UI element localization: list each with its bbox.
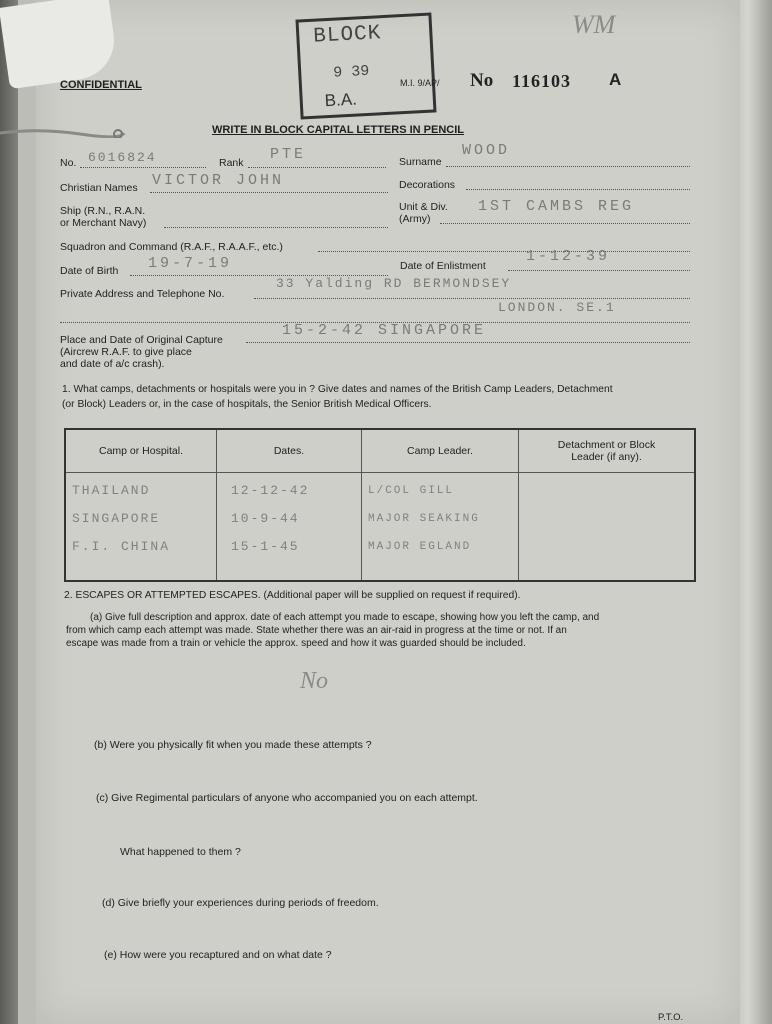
stamp-line-block: BLOCK (312, 22, 382, 49)
label-capture-3: and date of a/c crash). (60, 358, 165, 370)
form-series: A (609, 70, 622, 89)
stamp-line-ba: B.A. (324, 89, 358, 111)
table-header-row (65, 429, 695, 473)
classification-label: CONFIDENTIAL (60, 79, 142, 91)
value-christian-names: VICTOR JOHN (152, 172, 285, 189)
cell-dates (217, 473, 362, 582)
value-rank: PTE (270, 146, 307, 163)
dotted-line (248, 167, 386, 168)
value-address-line-2: LONDON. SE.1 (498, 300, 616, 315)
q2a-answer: No (300, 668, 329, 694)
table-body-row (65, 473, 695, 582)
label-unit-2: (Army) (399, 213, 431, 225)
value-service-no: 6016824 (88, 150, 157, 165)
q2c-followup: What happened to them ? (120, 846, 241, 858)
col-dates: Dates. (217, 429, 362, 473)
label-no: No. (60, 157, 77, 169)
col-detachment-leader (519, 429, 696, 473)
dotted-line (466, 189, 690, 190)
stamp-line-date: 9 39 (332, 62, 370, 82)
label-capture-1: Place and Date of Original Capture (60, 334, 223, 346)
value-unit: 1ST CAMBS REG (478, 198, 635, 215)
dotted-line (254, 298, 690, 299)
leader-entry: MAJOR SEAKING (368, 513, 480, 525)
ref-code: M.I. 9/AP/ (400, 78, 440, 88)
q2c-text: (c) Give Regimental particulars of anyone who accompanied you on each attempt. (96, 792, 478, 804)
label-unit-1: Unit & Div. (399, 201, 448, 213)
dotted-line (440, 223, 690, 224)
block-stamp (295, 13, 436, 120)
handwritten-initials: WM (572, 10, 616, 39)
label-dob: Date of Birth (60, 265, 119, 277)
label-ship-2: or Merchant Navy) (60, 217, 147, 229)
label-decorations: Decorations (399, 179, 456, 191)
dotted-line (446, 166, 690, 167)
form-number: 116103 (512, 71, 572, 91)
label-enlistment: Date of Enlistment (400, 260, 486, 272)
label-ship-1: Ship (R.N., R.A.N. (60, 205, 146, 217)
leader-entry: L/COL GILL (368, 485, 455, 497)
camp-entry: SINGAPORE (72, 511, 161, 526)
q2a-line-2: from which camp each attempt was made. State whether there was an air-raid in progress at the time or not. If an (66, 625, 567, 636)
dotted-line (508, 270, 690, 271)
q1-text-line-1: 1. What camps, detachments or hospitals were you in ? Give dates and names of the British Camp Leaders, Detachment (62, 384, 613, 395)
dotted-line (318, 251, 690, 252)
label-christian-names: Christian Names (60, 182, 138, 194)
date-entry: 15-1-45 (231, 539, 300, 554)
date-entry: 12-12-42 (231, 483, 310, 498)
q2a-line-3: escape was made from a train or vehicle the approx. speed and how it was guarded should be included. (66, 638, 526, 649)
value-address-line-1: 33 Yalding RD BERMONDSEY (276, 276, 512, 291)
col-detachment-line-2: Leader (if any). (571, 451, 642, 463)
cell-camp-leaders (362, 473, 519, 582)
label-surname: Surname (399, 156, 442, 168)
q2e-text: (e) How were you recaptured and on what date ? (104, 949, 332, 961)
camps-table (64, 428, 696, 582)
dotted-line (80, 167, 206, 168)
camp-entry: F.I. CHINA (72, 539, 171, 554)
value-enlistment: 1-12-39 (526, 248, 611, 265)
q2d-text: (d) Give briefly your experiences during periods of freedom. (102, 897, 379, 909)
q2-heading: 2. ESCAPES OR ATTEMPTED ESCAPES. (Additional paper will be supplied on request if required). (64, 590, 521, 601)
value-surname: WOOD (462, 142, 511, 159)
cell-camps (65, 473, 217, 582)
date-entry: 10-9-44 (231, 511, 300, 526)
q2a-line-1: (a) Give full description and approx. date of each attempt you made to escape, showing how you left the camp, and (90, 612, 600, 623)
dotted-line (164, 227, 388, 228)
leader-entry: MAJOR EGLAND (368, 541, 472, 553)
number-prefix: No (470, 70, 494, 91)
instruction-heading: WRITE IN BLOCK CAPITAL LETTERS IN PENCIL (212, 124, 464, 136)
col-detachment-line-1: Detachment or Block (557, 439, 656, 451)
label-squadron: Squadron and Command (R.A.F., R.A.A.F., etc.) (60, 241, 283, 253)
label-rank: Rank (219, 157, 244, 169)
cell-detachment-leaders (519, 473, 696, 582)
q2b-text: (b) Were you physically fit when you made these attempts ? (94, 739, 372, 751)
label-address: Private Address and Telephone No. (60, 288, 225, 300)
col-camp-leader: Camp Leader. (362, 429, 519, 473)
camp-entry: THAILAND (72, 483, 151, 498)
dotted-line (246, 342, 690, 343)
q1-text-line-2: (or Block) Leaders or, in the case of hospitals, the Senior British Medical Officers. (62, 399, 432, 410)
dotted-line (150, 192, 388, 193)
label-capture-2: (Aircrew R.A.F. to give place (60, 346, 192, 358)
binding-string (0, 128, 128, 138)
value-capture: 15-2-42 SINGAPORE (282, 322, 487, 339)
pto-marker: P.T.O. (658, 1012, 684, 1023)
value-dob: 19-7-19 (148, 255, 233, 272)
col-camp: Camp or Hospital. (65, 429, 217, 473)
